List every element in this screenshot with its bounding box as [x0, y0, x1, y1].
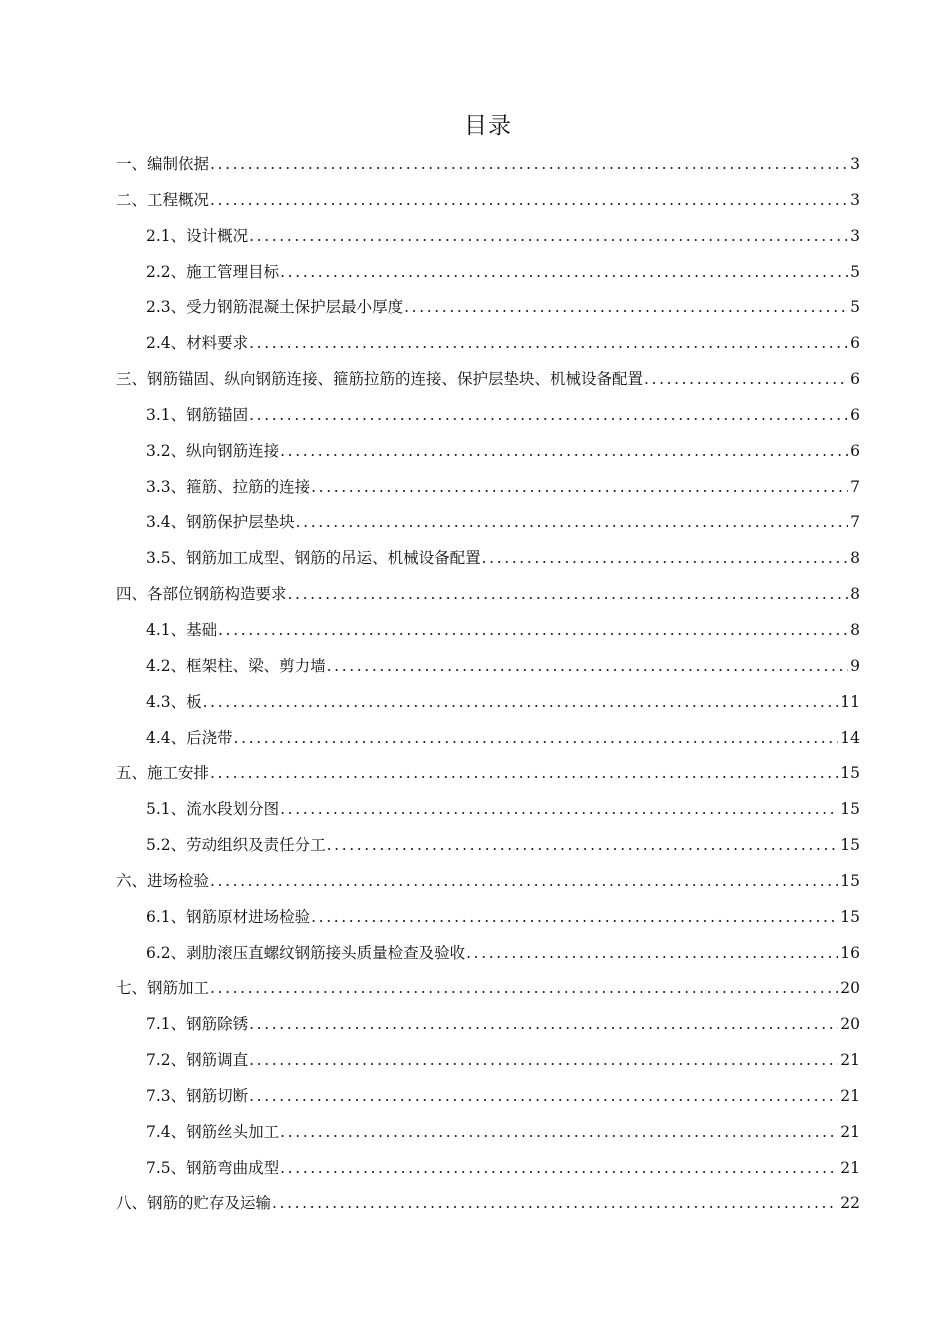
toc-dot-leader — [249, 326, 848, 362]
toc-dot-leader — [280, 255, 848, 291]
toc-entry-label: 7.3、钢筋切断 — [146, 1086, 249, 1105]
toc-entry-page-number: 7 — [850, 513, 860, 532]
toc-dot-leader — [404, 290, 848, 326]
toc-entry-label: 7.1、钢筋除锈 — [146, 1015, 249, 1034]
toc-dot-leader — [311, 900, 838, 936]
toc-list — [116, 147, 860, 1222]
toc-entry-page-number: 3 — [850, 155, 860, 173]
toc-entry[interactable] — [116, 577, 860, 613]
toc-dot-leader — [249, 219, 848, 255]
toc-dot-leader — [327, 828, 839, 864]
toc-entry-page-number: 6 — [850, 405, 860, 424]
toc-title: 目录 — [464, 113, 512, 139]
toc-dot-leader — [203, 685, 839, 721]
toc-dot-leader — [644, 362, 848, 398]
toc-entry[interactable] — [116, 219, 860, 255]
toc-entry-label: 2.1、设计概况 — [146, 226, 249, 245]
toc-entry[interactable] — [116, 613, 860, 649]
toc-entry-page-number: 21 — [840, 1158, 860, 1177]
toc-dot-leader — [280, 434, 848, 470]
toc-entry-page-number: 21 — [840, 1086, 860, 1105]
toc-entry[interactable] — [116, 183, 860, 219]
toc-entry[interactable] — [116, 1007, 860, 1043]
toc-entry-label: 7.4、钢筋丝头加工 — [146, 1122, 280, 1141]
toc-entry-page-number: 6 — [850, 370, 860, 389]
toc-entry-page-number: 15 — [840, 871, 860, 890]
toc-dot-leader — [327, 649, 848, 685]
toc-entry-label: 3.5、钢筋加工成型、钢筋的吊运、机械设备配置 — [146, 549, 481, 568]
toc-entry-page-number: 5 — [850, 262, 860, 281]
toc-entry-label: 二、工程概况 — [116, 190, 210, 209]
toc-dot-leader — [210, 147, 848, 183]
toc-entry-label: 一、编制依据 — [116, 155, 210, 173]
toc-entry-page-number: 15 — [840, 800, 860, 819]
toc-entry-label: 4.3、板 — [146, 692, 202, 711]
toc-dot-leader — [272, 1186, 838, 1222]
toc-entry-label: 七、钢筋加工 — [116, 979, 210, 998]
toc-entry-label: 六、进场检验 — [116, 871, 210, 890]
toc-dot-leader — [249, 398, 848, 434]
toc-entry[interactable] — [116, 971, 860, 1007]
toc-entry[interactable] — [116, 828, 860, 864]
toc-entry-page-number: 5 — [850, 298, 860, 317]
toc-entry[interactable] — [116, 792, 860, 828]
toc-dot-leader — [466, 936, 838, 972]
toc-entry-label: 2.4、材料要求 — [146, 334, 249, 353]
toc-entry-page-number: 15 — [840, 836, 860, 855]
toc-dot-leader — [210, 971, 838, 1007]
toc-entry-page-number: 20 — [840, 979, 860, 998]
toc-entry-page-number: 8 — [850, 549, 860, 568]
toc-entry[interactable] — [116, 1186, 860, 1222]
toc-entry-page-number: 14 — [840, 728, 860, 747]
toc-entry-page-number: 8 — [850, 585, 860, 604]
toc-dot-leader — [296, 505, 848, 541]
toc-dot-leader — [280, 1151, 838, 1187]
toc-entry-label: 四、各部位钢筋构造要求 — [116, 585, 287, 604]
toc-entry-page-number: 15 — [840, 907, 860, 926]
toc-entry[interactable] — [116, 721, 860, 757]
toc-dot-leader — [249, 1079, 838, 1115]
toc-entry-label: 3.2、纵向钢筋连接 — [146, 441, 280, 460]
toc-entry-label: 五、施工安排 — [116, 764, 210, 783]
toc-entry-page-number: 11 — [840, 692, 860, 711]
toc-dot-leader — [280, 1115, 838, 1151]
toc-dot-leader — [482, 541, 848, 577]
toc-entry-page-number: 20 — [840, 1015, 860, 1034]
toc-entry-label: 4.4、后浇带 — [146, 728, 233, 747]
toc-entry[interactable] — [116, 1079, 860, 1115]
toc-entry[interactable] — [116, 326, 860, 362]
toc-dot-leader — [280, 792, 838, 828]
toc-entry-page-number: 7 — [850, 477, 860, 496]
toc-entry-label: 7.2、钢筋调直 — [146, 1051, 249, 1070]
toc-entry[interactable] — [116, 1115, 860, 1151]
toc-entry-label: 4.1、基础 — [146, 620, 218, 639]
toc-dot-leader — [249, 1043, 838, 1079]
toc-entry[interactable] — [116, 1043, 860, 1079]
toc-entry-label: 3.4、钢筋保护层垫块 — [146, 513, 295, 532]
toc-dot-leader — [210, 864, 838, 900]
toc-entry-page-number: 8 — [850, 620, 860, 639]
toc-entry-page-number: 3 — [850, 226, 860, 245]
toc-entry-page-number: 6 — [850, 334, 860, 353]
toc-entry-label: 6.1、钢筋原材进场检验 — [146, 907, 311, 926]
toc-entry-label: 三、钢筋锚固、纵向钢筋连接、箍筋拉筋的连接、保护层垫块、机械设备配置 — [116, 370, 644, 389]
toc-entry-page-number: 21 — [840, 1122, 860, 1141]
toc-entry-page-number: 15 — [840, 764, 860, 783]
toc-entry-label: 2.2、施工管理目标 — [146, 262, 280, 281]
toc-entry[interactable] — [116, 505, 860, 541]
toc-entry-label: 八、钢筋的贮存及运输 — [116, 1194, 272, 1213]
toc-entry[interactable] — [116, 470, 860, 506]
toc-entry[interactable] — [116, 541, 860, 577]
toc-dot-leader — [288, 577, 849, 613]
toc-entry-page-number: 16 — [840, 943, 860, 962]
toc-entry[interactable] — [116, 398, 860, 434]
toc-dot-leader — [249, 1007, 838, 1043]
toc-entry[interactable] — [116, 362, 860, 398]
toc-entry-page-number: 6 — [850, 441, 860, 460]
toc-dot-leader — [234, 721, 839, 757]
toc-entry-label: 4.2、框架柱、梁、剪力墙 — [146, 656, 326, 675]
toc-entry[interactable] — [116, 147, 860, 183]
toc-entry[interactable] — [116, 649, 860, 685]
toc-entry-label: 2.3、受力钢筋混凝土保护层最小厚度 — [146, 298, 404, 317]
toc-entry-page-number: 22 — [840, 1194, 860, 1213]
toc-entry[interactable] — [116, 290, 860, 326]
toc-entry-label: 5.2、劳动组织及责任分工 — [146, 836, 326, 855]
toc-dot-leader — [210, 756, 838, 792]
toc-entry[interactable] — [116, 936, 860, 972]
toc-entry-label: 6.2、剥肋滚压直螺纹钢筋接头质量检查及验收 — [146, 943, 466, 962]
toc-entry-page-number: 3 — [850, 190, 860, 209]
toc-entry[interactable] — [116, 1151, 860, 1187]
toc-dot-leader — [218, 613, 848, 649]
toc-entry-page-number: 9 — [850, 656, 860, 675]
toc-entry-label: 3.1、钢筋锚固 — [146, 405, 249, 424]
toc-entry-label: 3.3、箍筋、拉筋的连接 — [146, 477, 311, 496]
toc-dot-leader — [210, 183, 848, 219]
toc-entry[interactable] — [116, 434, 860, 470]
toc-entry[interactable] — [116, 900, 860, 936]
toc-entry-page-number: 21 — [840, 1051, 860, 1070]
toc-entry[interactable] — [116, 756, 860, 792]
toc-entry-label: 7.5、钢筋弯曲成型 — [146, 1158, 280, 1177]
toc-entry[interactable] — [116, 685, 860, 721]
toc-entry[interactable] — [116, 255, 860, 291]
toc-entry-label: 5.1、流水段划分图 — [146, 800, 280, 819]
toc-dot-leader — [311, 470, 848, 506]
toc-entry[interactable] — [116, 864, 860, 900]
